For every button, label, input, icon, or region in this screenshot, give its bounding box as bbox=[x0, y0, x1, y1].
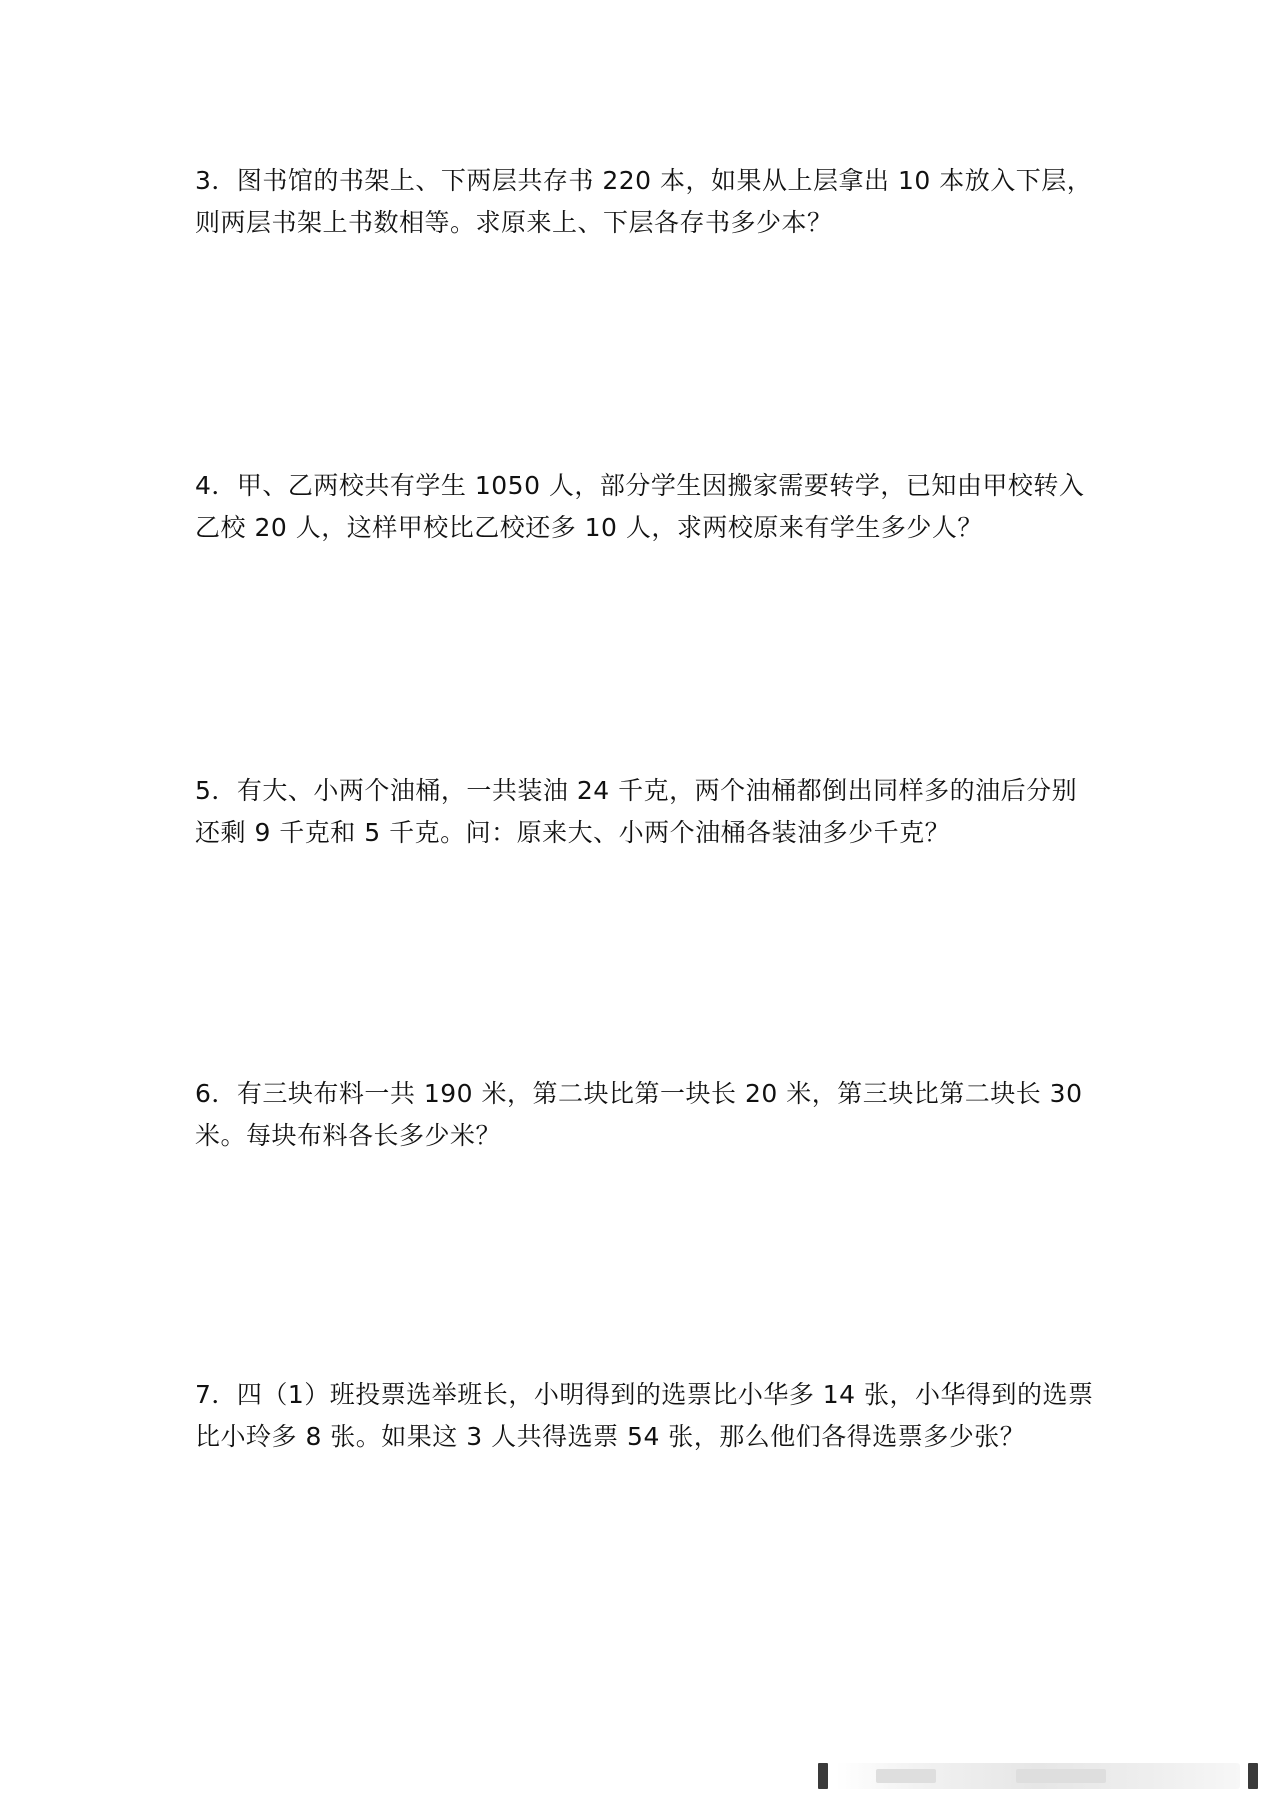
watermark-right-mark bbox=[1248, 1763, 1258, 1789]
problem-5 bbox=[195, 770, 1095, 854]
problem-6-line-1: 6．有三块布料一共 190 米，第二块比第一块长 20 米，第三块比第二块长 30 bbox=[195, 1079, 1083, 1108]
watermark-left-mark bbox=[818, 1763, 828, 1789]
problem-5-line-1: 5．有大、小两个油桶，一共装油 24 千克，两个油桶都倒出同样多的油后分别 bbox=[195, 776, 1078, 805]
watermark-blur bbox=[836, 1763, 1240, 1789]
problem-6 bbox=[195, 1073, 1095, 1157]
problem-4-line-2: 乙校 20 人，这样甲校比乙校还多 10 人，求两校原来有学生多少人？ bbox=[195, 513, 983, 542]
problem-4 bbox=[195, 465, 1095, 549]
problem-3 bbox=[195, 160, 1095, 244]
watermark-bar bbox=[818, 1759, 1258, 1793]
problem-7 bbox=[195, 1374, 1095, 1458]
problem-4-line-1: 4．甲、乙两校共有学生 1050 人，部分学生因搬家需要转学，已知由甲校转入 bbox=[195, 471, 1085, 500]
problem-7-line-2: 比小玲多 8 张。如果这 3 人共得选票 54 张，那么他们各得选票多少张？ bbox=[195, 1422, 1026, 1451]
problem-3-line-2: 则两层书架上书数相等。求原来上、下层各存书多少本？ bbox=[195, 208, 833, 237]
problem-3-line-1: 3．图书馆的书架上、下两层共存书 220 本，如果从上层拿出 10 本放入下层， bbox=[195, 166, 1093, 195]
problem-6-line-2: 米。每块布料各长多少米？ bbox=[195, 1121, 502, 1150]
problem-5-line-2: 还剩 9 千克和 5 千克。问：原来大、小两个油桶各装油多少千克？ bbox=[195, 818, 951, 847]
problem-7-line-1: 7．四（1）班投票选举班长，小明得到的选票比小华多 14 张，小华得到的选票 bbox=[195, 1380, 1094, 1409]
